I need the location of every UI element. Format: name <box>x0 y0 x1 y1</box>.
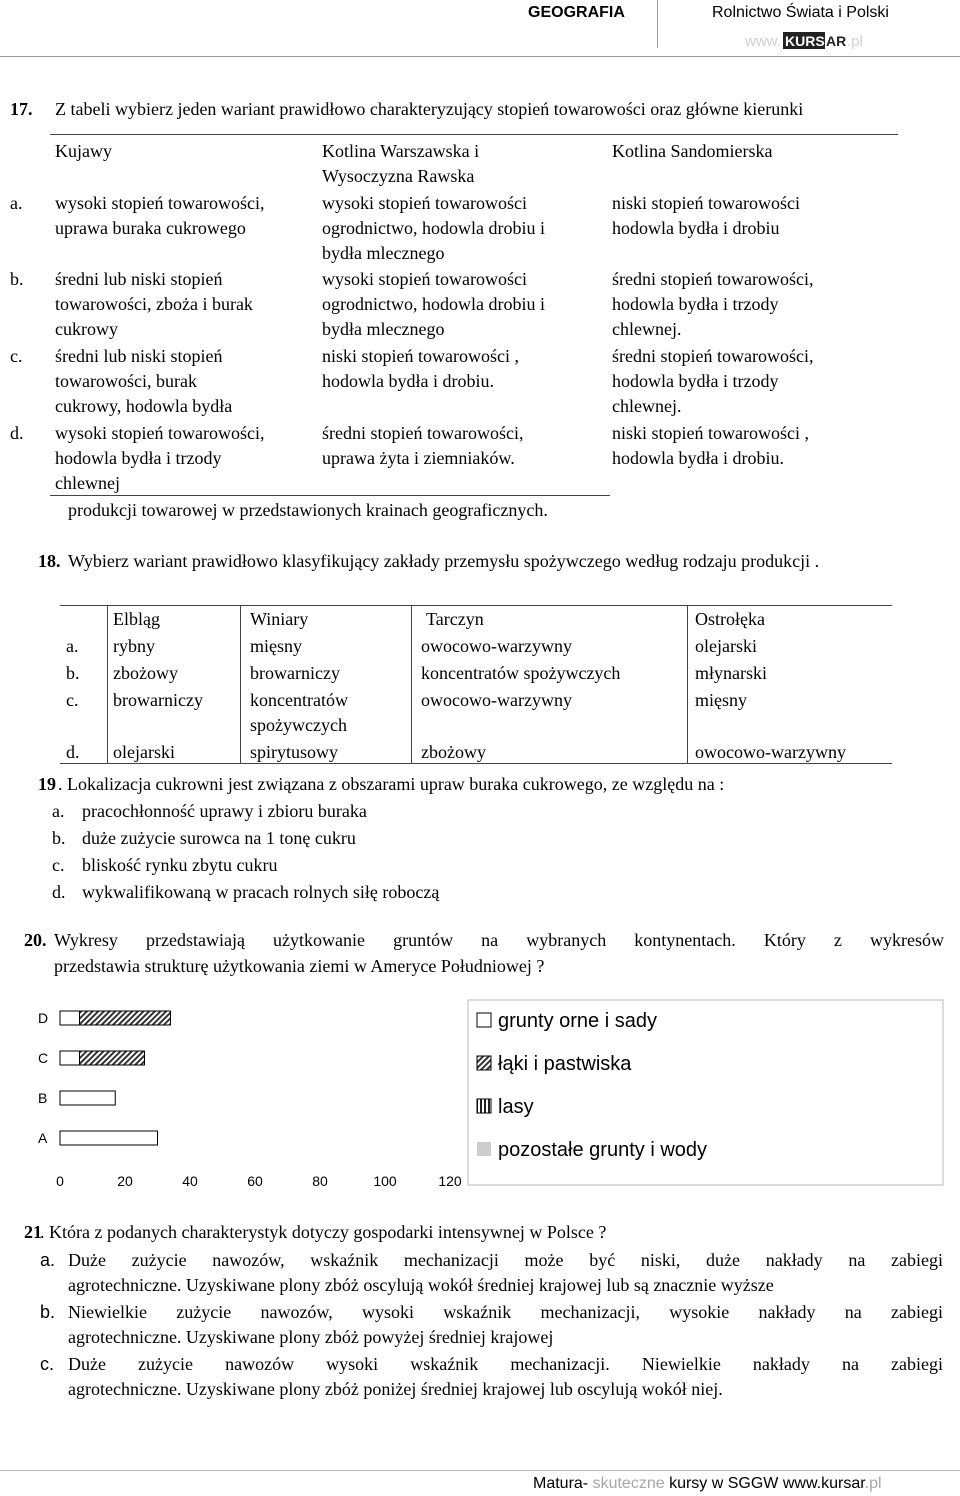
q17-row-c-sandomierska: średni stopień towarowości, hodowla bydła i trzody chlewnej. <box>612 346 814 416</box>
q18-vline-3 <box>411 605 412 763</box>
q17-outro: produkcji towarowej w przedstawionych krainach geograficznych. <box>68 500 548 520</box>
legend-label-1: łąki i pastwiska <box>498 1053 632 1075</box>
x-tick-label-120: 120 <box>438 1173 462 1189</box>
q17-row-c-kujawy: średni lub niski stopień towarowości, burak cukrowy, hodowla bydła <box>55 346 233 416</box>
q18-row-a-letter[interactable]: a. <box>66 636 79 656</box>
svg-text:.pl: .pl <box>847 33 863 50</box>
q18-col-tarczyn: Tarczyn <box>426 609 484 629</box>
legend-label-3: pozostałe grunty i wody <box>498 1139 708 1161</box>
svg-text:www.: www. <box>745 33 781 50</box>
category-label-d: D <box>38 1010 49 1026</box>
q17-row-b-letter[interactable]: b. <box>10 269 24 289</box>
q18-row-d-winiary: spirytusowy <box>250 742 339 762</box>
q19-option-d-letter[interactable]: d. <box>52 882 66 902</box>
q21-option-c-line1[interactable]: Duże zużycie nawozów wysoki wskaźnik mechanizacji. Niewielkie nakłady na zabiegi <box>68 1354 943 1374</box>
q21-option-b-line2[interactable]: agrotechniczne. Uzyskiwane plony zbóż powyżej średniej krajowej <box>68 1327 554 1347</box>
svg-text:AR: AR <box>826 33 847 49</box>
q18-row-d-letter[interactable]: d. <box>66 742 80 762</box>
q18-row-c-tarczyn: owocowo-warzywny <box>421 690 572 710</box>
q18-text: Wybierz wariant prawidłowo klasyfikujący zakłady przemysłu spożywczego według rodzaju produkcji . <box>68 551 820 571</box>
q17-row-b-kujawy: średni lub niski stopień towarowości, zboża i burak cukrowy <box>55 269 253 339</box>
q17-col-kujawy: Kujawy <box>55 141 112 161</box>
q18-vline-1 <box>107 605 108 763</box>
q20-number: 20. <box>24 930 47 950</box>
bar-d-series-1 <box>80 1011 171 1025</box>
bar-b-series-0 <box>60 1091 115 1105</box>
q17-table-bottom-rule <box>50 495 610 496</box>
svg-text:KURS: KURS <box>785 33 825 49</box>
bar-a-series-0 <box>60 1131 158 1145</box>
q18-row-c-winiary: koncentratów spożywczych <box>250 690 348 735</box>
x-tick-label-60: 60 <box>247 1173 263 1189</box>
q21-option-b-line1[interactable]: Niewielkie zużycie nawozów, wysoki wskaźnik mechanizacji, wysokie nakłady na zabiegi <box>68 1302 943 1322</box>
q18-row-c-letter[interactable]: c. <box>66 690 79 710</box>
header-subject: GEOGRAFIA <box>528 4 625 21</box>
bar-c-series-1 <box>80 1051 145 1065</box>
q19-option-b-text[interactable]: duże zużycie surowca na 1 tonę cukru <box>82 828 356 848</box>
q17-row-c-letter[interactable]: c. <box>10 346 23 366</box>
footer-rest: kursy w SGGW <box>664 1475 783 1492</box>
q18-row-b-ostroleka: młynarski <box>695 663 767 683</box>
q18-row-b-winiary: browarniczy <box>250 663 340 683</box>
header-topic: Rolnictwo Świata i Polski <box>712 4 889 21</box>
q18-row-d-ostroleka: owocowo-warzywny <box>695 742 846 762</box>
category-label-a: A <box>38 1130 48 1146</box>
legend-swatch-1 <box>477 1056 491 1070</box>
bar-c-series-0 <box>60 1051 80 1065</box>
q21-option-c-letter[interactable]: c. <box>40 1354 55 1374</box>
legend-swatch-3 <box>477 1142 491 1156</box>
q17-row-a-letter[interactable]: a. <box>10 193 23 213</box>
footer-site[interactable] <box>783 1475 882 1492</box>
q20-line1: Wykresy przedstawiają użytkowanie gruntów na wybranych kontynentach. Który z wykresów <box>54 930 944 950</box>
x-tick-label-20: 20 <box>117 1173 133 1189</box>
footer-site-suffix: .pl <box>864 1475 882 1492</box>
q18-row-b-tarczyn: koncentratów spożywczych <box>421 663 621 683</box>
q17-row-d-letter[interactable]: d. <box>10 423 24 443</box>
q18-row-a-winiary: mięsny <box>250 636 302 656</box>
q17-row-c-warszawska: niski stopień towarowości , hodowla bydła i drobiu. <box>322 346 519 391</box>
legend-swatch-0 <box>477 1013 491 1027</box>
x-tick-label-100: 100 <box>373 1173 397 1189</box>
footer-middle: skuteczne <box>592 1475 665 1492</box>
q19-option-a-letter[interactable]: a. <box>52 801 65 821</box>
q19-option-c-letter[interactable]: c. <box>52 855 65 875</box>
q18-row-a-ostroleka: olejarski <box>695 636 757 656</box>
q18-row-c-elblag: browarniczy <box>113 690 203 710</box>
q18-row-a-tarczyn: owocowo-warzywny <box>421 636 572 656</box>
header-rule <box>0 56 960 57</box>
q18-col-ostroleka: Ostrołęka <box>695 609 765 629</box>
legend-label-2: lasy <box>498 1096 534 1118</box>
q17-col-kotlina-sandomierska: Kotlina Sandomierska <box>612 141 773 161</box>
x-tick-label-80: 80 <box>312 1173 328 1189</box>
q19-option-c-text[interactable]: bliskość rynku zbytu cukru <box>82 855 278 875</box>
q18-vline-2 <box>240 605 241 763</box>
q18-row-d-elblag: olejarski <box>113 742 175 762</box>
q21-text: . Która z podanych charakterystyk dotyczy gospodarki intensywnej w Polsce ? <box>40 1222 607 1242</box>
footer-site-prefix: www.kursar <box>782 1475 865 1492</box>
x-tick-label-0: 0 <box>56 1173 64 1189</box>
q17-table-top-rule <box>50 134 898 135</box>
q17-row-d-warszawska: średni stopień towarowości, uprawa żyta i ziemniaków. <box>322 423 524 468</box>
q18-row-d-tarczyn: zbożowy <box>421 742 486 762</box>
q17-number: 17. <box>10 99 33 119</box>
q21-option-a-line2[interactable]: agrotechniczne. Uzyskiwane plony zbóż oscylują wokół średniej krajowej lub są znacznie wyższe <box>68 1275 774 1295</box>
q17-row-a-warszawska: wysoki stopień towarowości ogrodnictwo, hodowla drobiu i bydła mlecznego <box>322 193 545 263</box>
footer-prefix: Matura- <box>533 1475 593 1492</box>
category-label-c: C <box>38 1050 49 1066</box>
q18-row-b-elblag: zbożowy <box>113 663 178 683</box>
q21-option-c-line2[interactable]: agrotechniczne. Uzyskiwane plony zbóż poniżej średniej krajowej lub oscylują wokół niej. <box>68 1379 723 1399</box>
category-label-b: B <box>38 1090 48 1106</box>
q19-option-b-letter[interactable]: b. <box>52 828 66 848</box>
q18-col-elblag: Elbląg <box>113 609 160 629</box>
q17-row-b-sandomierska: średni stopień towarowości, hodowla bydła i trzody chlewnej. <box>612 269 814 339</box>
q19-text: . Lokalizacja cukrowni jest związana z obszarami upraw buraka cukrowego, ze względu na : <box>58 774 725 794</box>
q17-col-kotlina-warszawska: Kotlina Warszawska i Wysoczyzna Rawska <box>322 141 480 186</box>
q21-number: 21 <box>24 1222 42 1242</box>
q18-col-winiary: Winiary <box>250 609 309 629</box>
x-tick-label-40: 40 <box>182 1173 198 1189</box>
q18-number: 18. <box>38 551 61 571</box>
land-use-chart <box>0 995 960 1195</box>
q17-row-a-kujawy: wysoki stopień towarowości, uprawa buraka cukrowego <box>55 193 265 238</box>
footer-rule <box>0 1470 960 1471</box>
legend-label-0: grunty orne i sady <box>498 1010 657 1032</box>
header-divider <box>657 0 658 48</box>
q19-option-a-text[interactable]: pracochłonność uprawy i zbioru buraka <box>82 801 367 821</box>
q18-vline-4 <box>687 605 688 763</box>
q17-intro: Z tabeli wybierz jeden wariant prawidłowo charakteryzujący stopień towarowości oraz główne kierunki <box>55 99 804 119</box>
q19-number: 19 <box>38 774 56 794</box>
q20-line2: przedstawia strukturę użytkowania ziemi w Ameryce Południowej ? <box>54 956 545 976</box>
q19-option-d-text[interactable]: wykwalifikowaną w pracach rolnych siłę roboczą <box>82 882 440 902</box>
q17-row-d-kujawy: wysoki stopień towarowości, hodowla bydła i trzody chlewnej <box>55 423 265 493</box>
legend-swatch-2 <box>477 1099 491 1113</box>
q18-row-a-elblag: rybny <box>113 636 155 656</box>
q18-row-c-ostroleka: mięsny <box>695 690 747 710</box>
q18-row-b-letter[interactable]: b. <box>66 663 80 683</box>
q17-row-a-sandomierska: niski stopień towarowości hodowla bydła i drobiu <box>612 193 800 238</box>
kursar-logo <box>745 30 875 50</box>
q21-option-b-letter[interactable]: b. <box>40 1302 56 1322</box>
q17-row-b-warszawska: wysoki stopień towarowości ogrodnictwo, hodowla drobiu i bydła mlecznego <box>322 269 545 339</box>
q21-option-a-line1[interactable]: Duże zużycie nawozów, wskaźnik mechanizacji może być niski, duże nakłady na zabiegi <box>68 1250 943 1270</box>
q21-option-a-letter[interactable]: a. <box>40 1250 56 1270</box>
q17-row-d-sandomierska: niski stopień towarowości , hodowla bydła i drobiu. <box>612 423 809 468</box>
bar-d-series-0 <box>60 1011 80 1025</box>
q18-table-top-rule <box>60 605 892 606</box>
footer-text <box>533 1475 882 1493</box>
